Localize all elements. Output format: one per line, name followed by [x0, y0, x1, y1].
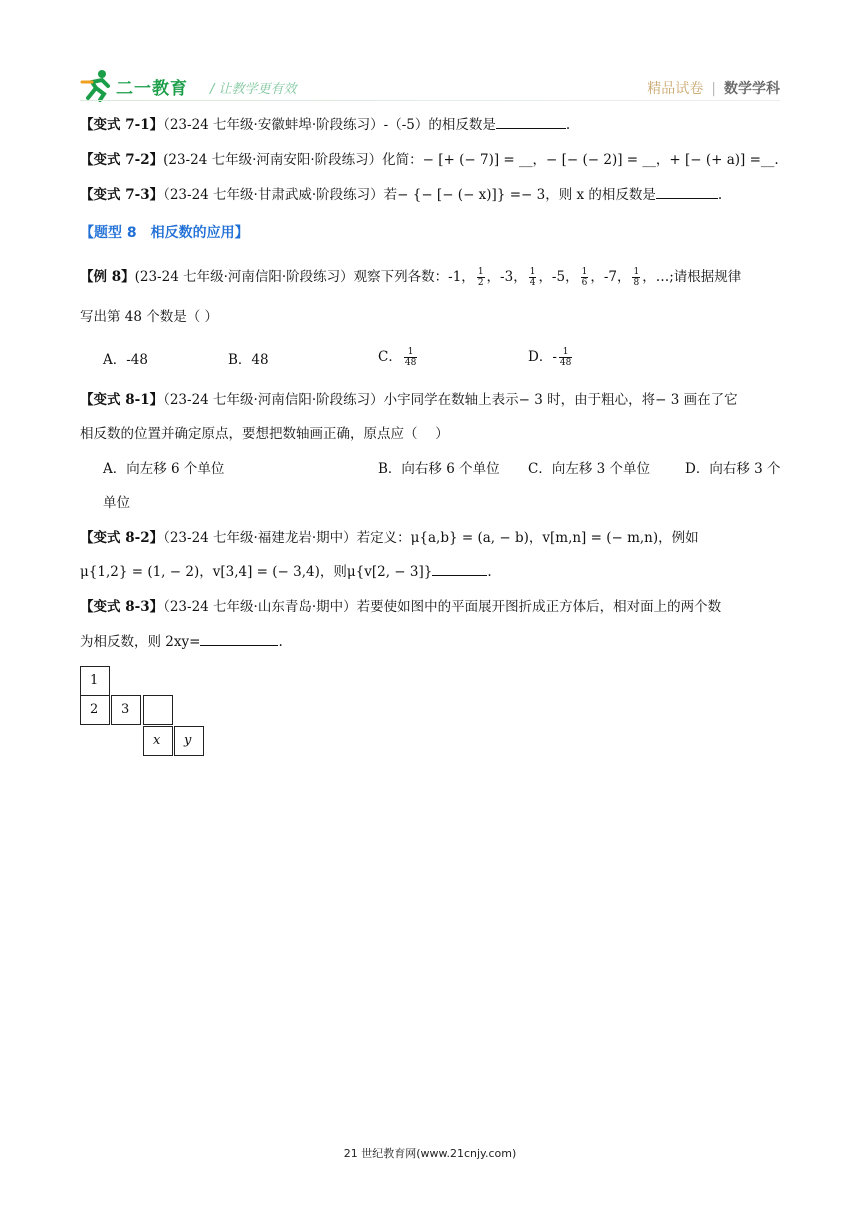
page-footer: 21 世纪教育网(www.21cnjy.com) — [343, 1147, 517, 1160]
fraction-denominator: 48 — [559, 358, 572, 368]
logo — [80, 68, 200, 104]
fraction — [581, 267, 589, 288]
net-cell-y: y — [174, 726, 204, 756]
question-text: 小宇同学在数轴上表示− 3 时，由于粗心，将− 3 画在了它 — [383, 392, 738, 408]
question-source: (23-24 七年级·河南安阳·阶段练习） — [163, 152, 383, 168]
fraction-denominator: 6 — [581, 278, 588, 288]
question-text: 化简：− [+ (− 7)] = __，− [− (− 2)] = __，+ [− (+ a)] =__. — [382, 152, 779, 168]
question-text: 若要使如图中的平面展开图折成正方体后，相对面上的两个数 — [356, 599, 722, 615]
example-8 — [80, 265, 741, 288]
question-8-2 — [80, 526, 699, 546]
sequence-text: ，…;请根据规律 — [642, 269, 742, 285]
fraction-numerator: 1 — [477, 267, 484, 277]
question-source: （23-24 七年级·山东青岛·期中） — [163, 599, 357, 615]
header-separator: | — [711, 81, 716, 97]
answer-blank[interactable] — [432, 563, 487, 576]
question-tag: 【变式 8-1】 — [80, 392, 164, 408]
question-text: 若定义：μ{a,b} = (a, − b)，v[m,n] = (− m,n)，例如 — [356, 530, 699, 546]
sequence-text: ，-7， — [590, 269, 631, 285]
fraction-denominator: 4 — [529, 278, 536, 288]
net-cell-1: 1 — [80, 666, 110, 696]
answer-blank[interactable] — [200, 633, 278, 646]
slogan: / 让教学更有效 — [210, 82, 297, 97]
fraction — [477, 267, 485, 288]
question-tag: 【变式 8-3】 — [80, 599, 164, 615]
fraction-numerator: 1 — [633, 267, 640, 277]
question-source: （23-24 七年级·福建龙岩·期中） — [163, 530, 357, 546]
option-c[interactable] — [378, 345, 419, 368]
net-cell-x: x — [143, 726, 173, 756]
logo-text: 二一教育 — [116, 79, 188, 99]
fraction-numerator: 1 — [529, 267, 536, 277]
option-d[interactable] — [528, 345, 574, 368]
question-text: 观察下列各数：-1， — [353, 269, 475, 285]
fraction-denominator: 8 — [633, 278, 640, 288]
fraction-numerator: 1 — [581, 267, 588, 277]
net-cell-3: 3 — [111, 695, 141, 725]
question-7-2 — [80, 148, 779, 168]
header-label: 精品试卷 — [647, 81, 704, 97]
sequence-text: ，-3， — [486, 269, 527, 285]
question-7-1 — [80, 113, 570, 133]
question-text: 若− {− [− (− x)]} =− 3，则 x 的相反数是 — [383, 187, 656, 203]
fraction — [632, 267, 640, 288]
question-source: （23-24 七年级·甘肃武威·阶段练习） — [163, 187, 384, 203]
question-source: (23-24 七年级·河南信阳·阶段练习） — [134, 269, 354, 285]
question-tag: 【例 8】 — [80, 269, 135, 285]
option-d[interactable]: D．向右移 3 个 — [685, 461, 781, 477]
question-text: -（-5）的相反数是 — [383, 117, 496, 133]
page-header — [80, 68, 780, 108]
sequence-text: ，-5， — [538, 269, 579, 285]
option-b[interactable]: B．48 — [228, 352, 269, 368]
answer-blank[interactable] — [656, 186, 718, 199]
header-divider — [80, 100, 780, 101]
fraction-numerator: 1 — [559, 347, 572, 358]
option-a[interactable]: A．向左移 6 个单位 — [103, 461, 225, 477]
fraction-denominator: 48 — [404, 358, 417, 368]
fraction — [529, 267, 537, 288]
period: . — [717, 187, 723, 203]
section-title: 【题型 8 相反数的应用】 — [80, 225, 249, 241]
question-tag: 【变式 8-2】 — [80, 530, 164, 546]
question-8-1 — [80, 388, 738, 408]
option-a[interactable]: A．-48 — [103, 352, 148, 368]
question-8-2-line-2 — [80, 560, 492, 580]
question-7-3 — [80, 183, 722, 203]
period: . — [487, 564, 492, 580]
question-tag: 【变式 7-3】 — [80, 187, 164, 203]
question-source: （23-24 七年级·安徽蚌埠·阶段练习） — [163, 117, 384, 133]
question-8-3-line-2 — [80, 630, 283, 650]
option-b[interactable]: B．向右移 6 个单位 — [378, 461, 500, 477]
period: . — [278, 634, 283, 650]
question-tag: 【变式 7-2】 — [80, 152, 164, 168]
option-label: C． — [378, 349, 402, 365]
fraction-denominator: 2 — [477, 278, 484, 288]
example-8-line-2: 写出第 48 个数是（ ） — [80, 309, 219, 325]
fraction — [559, 347, 572, 368]
fraction — [404, 347, 417, 368]
option-c[interactable]: C．向左移 3 个单位 — [528, 461, 651, 477]
question-source: （23-24 七年级·河南信阳·阶段练习） — [163, 392, 384, 408]
question-tag: 【变式 7-1】 — [80, 117, 164, 133]
answer-blank[interactable] — [496, 116, 566, 129]
period: . — [565, 117, 571, 133]
header-right — [647, 78, 780, 98]
question-8-1-line-2: 相反数的位置并确定原点，要想把数轴画正确，原点应（ ） — [80, 426, 449, 442]
question-text: 为相反数，则 2xy= — [80, 634, 201, 650]
net-cell-empty — [143, 695, 173, 725]
option-d-continued: 单位 — [103, 495, 130, 511]
fraction-numerator: 1 — [404, 347, 417, 358]
runner-logo-icon — [80, 68, 116, 102]
header-subject: 数学学科 — [724, 81, 780, 97]
question-text: μ{1,2} = (1, − 2)，v[3,4] = (− 3,4)，则μ{v[2, − 3]} — [80, 564, 433, 580]
net-cell-2: 2 — [80, 695, 110, 725]
option-label: D．- — [528, 349, 557, 365]
question-8-3 — [80, 595, 721, 615]
